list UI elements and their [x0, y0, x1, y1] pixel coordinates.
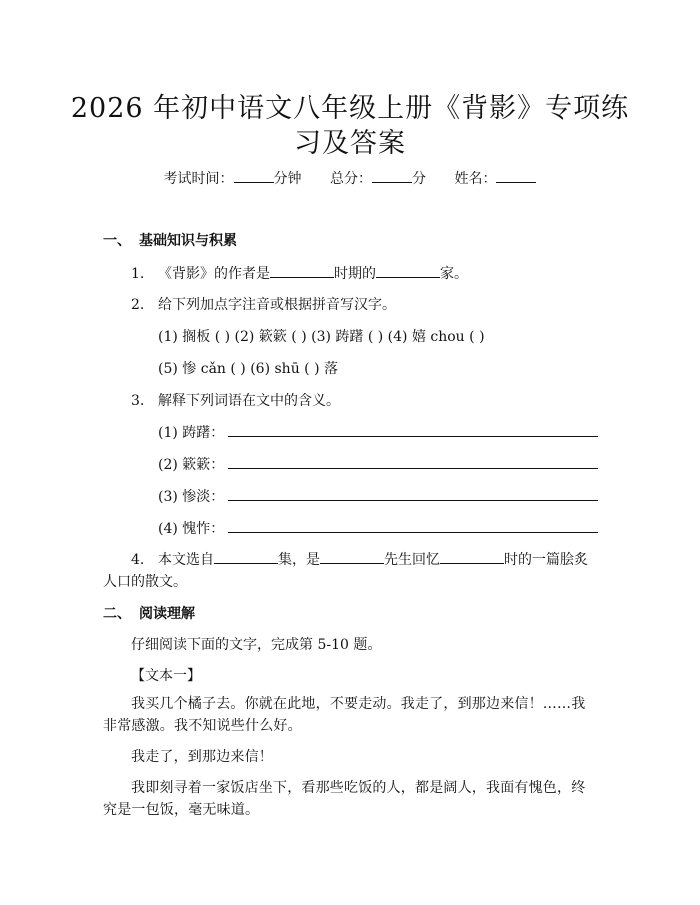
- time-unit: 分钟: [273, 171, 302, 187]
- question-3-answer-line-1: [228, 436, 598, 437]
- question-4-blank-2: [320, 551, 384, 564]
- question-4-line-2: 人口的散文。: [103, 574, 187, 590]
- question-3-answer-line-2: [228, 468, 598, 469]
- question-4-number: 4.: [131, 552, 145, 568]
- question-3-item-3: (3) 惨淡：: [158, 489, 225, 505]
- exam-meta: [0, 168, 700, 188]
- question-4-line-1: [131, 549, 588, 569]
- name-blank: [496, 170, 536, 183]
- question-4-text-b: 集，是: [278, 552, 320, 568]
- question-3-text: 解释下列词语在文中的含义。: [158, 393, 340, 409]
- question-3-item-1: (1) 踌躇：: [158, 425, 225, 441]
- question-1-text-a: 《背影》的作者是: [158, 266, 270, 282]
- time-label: 考试时间：: [163, 171, 234, 187]
- question-1: [131, 263, 468, 283]
- question-3-item-2: (2) 簌簌：: [158, 457, 225, 473]
- question-2-row-2: (5) 惨 cǎn ( ) (6) shū ( ) 落: [158, 361, 338, 377]
- question-2: [131, 294, 396, 314]
- section-1-heading: [103, 230, 237, 250]
- question-4-text-c: 先生回忆: [384, 552, 440, 568]
- question-4-text-d: 时的一篇脍炙: [504, 552, 588, 568]
- reading-paragraph-2: 我走了，到那边来信！: [131, 749, 273, 765]
- question-1-text-c: 家。: [440, 266, 468, 282]
- question-3-answer-line-3: [228, 500, 598, 501]
- time-field: [164, 168, 302, 188]
- section-2-number: 二、: [103, 606, 131, 622]
- question-2-text: 给下列加点字注音或根据拼音写汉字。: [158, 297, 396, 313]
- exam-title-line1: 2026 年初中语文八年级上册《背影》专项练: [70, 93, 630, 124]
- text-one-label: 【文本一】: [131, 668, 201, 684]
- exam-title-line2: 习及答案: [294, 128, 406, 159]
- question-3: [131, 390, 340, 410]
- question-3-answer-line-4: [228, 532, 598, 533]
- question-1-blank-1: [270, 265, 334, 278]
- question-3-number: 3.: [131, 393, 145, 409]
- score-blank: [372, 170, 412, 183]
- name-field: [454, 168, 536, 188]
- reading-intro: 仔细阅读下面的文字，完成第 5-10 题。: [131, 637, 382, 653]
- question-4-text-a: 本文选自: [158, 552, 214, 568]
- section-2-heading: [103, 603, 195, 623]
- question-4-blank-3: [440, 551, 504, 564]
- question-2-row-1: (1) 搁板 ( ) (2) 簌簌 ( ) (3) 踌躇 ( ) (4) 嬉 chou ( ): [158, 329, 485, 345]
- score-field: [330, 168, 426, 188]
- time-blank: [234, 170, 274, 183]
- question-1-number: 1.: [131, 266, 145, 282]
- reading-paragraph-3: 我即刻寻着一家饭店坐下，看那些吃饭的人，都是阔人，我面有愧色，终究是一包饭，毫无味道。: [103, 780, 586, 818]
- section-1-number: 一、: [103, 233, 131, 249]
- score-unit: 分: [412, 171, 426, 187]
- question-2-number: 2.: [131, 297, 145, 313]
- question-4-blank-1: [214, 551, 278, 564]
- question-3-item-4: (4) 愧怍：: [158, 521, 225, 537]
- section-1-title: 基础知识与积累: [139, 233, 237, 249]
- score-label: 总分：: [330, 171, 372, 187]
- question-1-text-b: 时期的: [334, 266, 376, 282]
- section-2-title: 阅读理解: [139, 606, 195, 622]
- question-1-blank-2: [376, 265, 440, 278]
- reading-paragraph-1: 我买几个橘子去。你就在此地，不要走动。我走了，到那边来信！……我非常感激。我不知说些什么好。: [103, 696, 586, 734]
- name-label: 姓名：: [454, 171, 497, 187]
